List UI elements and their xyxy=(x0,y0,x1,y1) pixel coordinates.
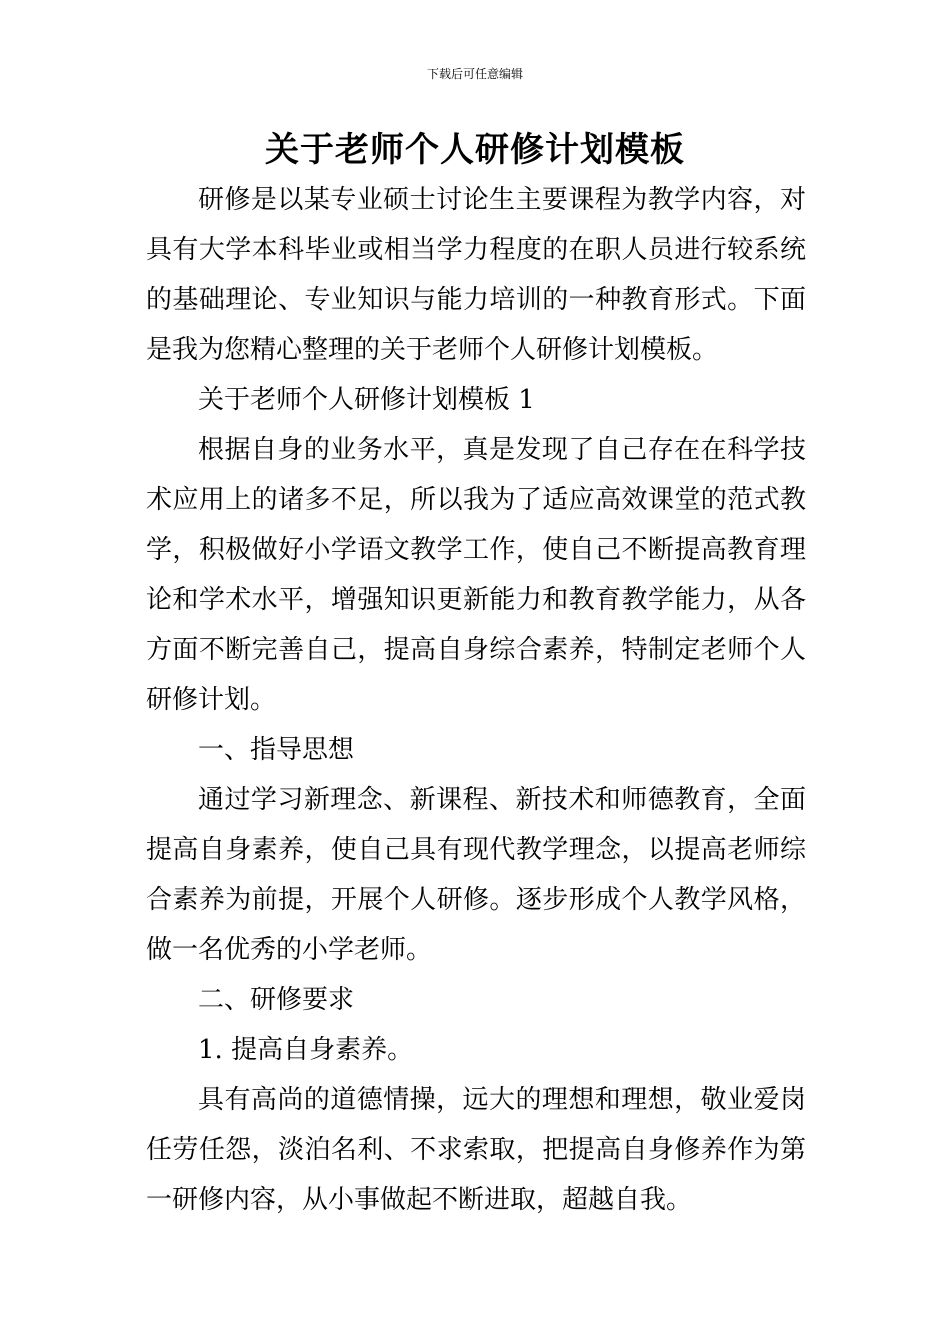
body-paragraph: 根据自身的业务水平，真是发现了自己存在在科学技术应用上的诸多不足，所以我为了适应高效课堂的范式教学，积极做好小学语文教学工作，使自己不断提高教育理论和学术水平，增强知识更新能力和教育教学能力，从各方面不断完善自己，提高自身综合素养，特制定老师个人研修计划。 xyxy=(146,435,806,715)
body-paragraph: 具有高尚的道德情操，远大的理想和理想，敬业爱岗任劳任怨，淡泊名利、不求索取，把提高自身修养作为第一研修内容，从小事做起不断进取，超越自我。 xyxy=(146,1085,806,1215)
section-heading-requirements: 二、研修要求 xyxy=(198,985,355,1015)
section-heading-guiding-ideology: 一、指导思想 xyxy=(198,735,355,765)
document-title: 关于老师个人研修计划模板 xyxy=(265,130,685,170)
section-heading-template-1: 关于老师个人研修计划模板 1 xyxy=(198,385,535,415)
document-body xyxy=(146,175,806,1225)
body-paragraph: 通过学习新理念、新课程、新技术和师德教育，全面提高自身素养，使自己具有现代教学理念，以提高老师综合素养为前提，开展个人研修。逐步形成个人教学风格，做一名优秀的小学老师。 xyxy=(146,785,806,965)
intro-paragraph: 研修是以某专业硕士讨论生主要课程为教学内容，对具有大学本科毕业或相当学力程度的在职人员进行较系统的基础理论、专业知识与能力培训的一种教育形式。下面是我为您精心整理的关于老师个人研修计划模板。 xyxy=(146,185,806,365)
subsection-heading: 1. 提高自身素养。 xyxy=(198,1035,414,1065)
header-note: 下载后可任意编辑 xyxy=(426,67,523,81)
